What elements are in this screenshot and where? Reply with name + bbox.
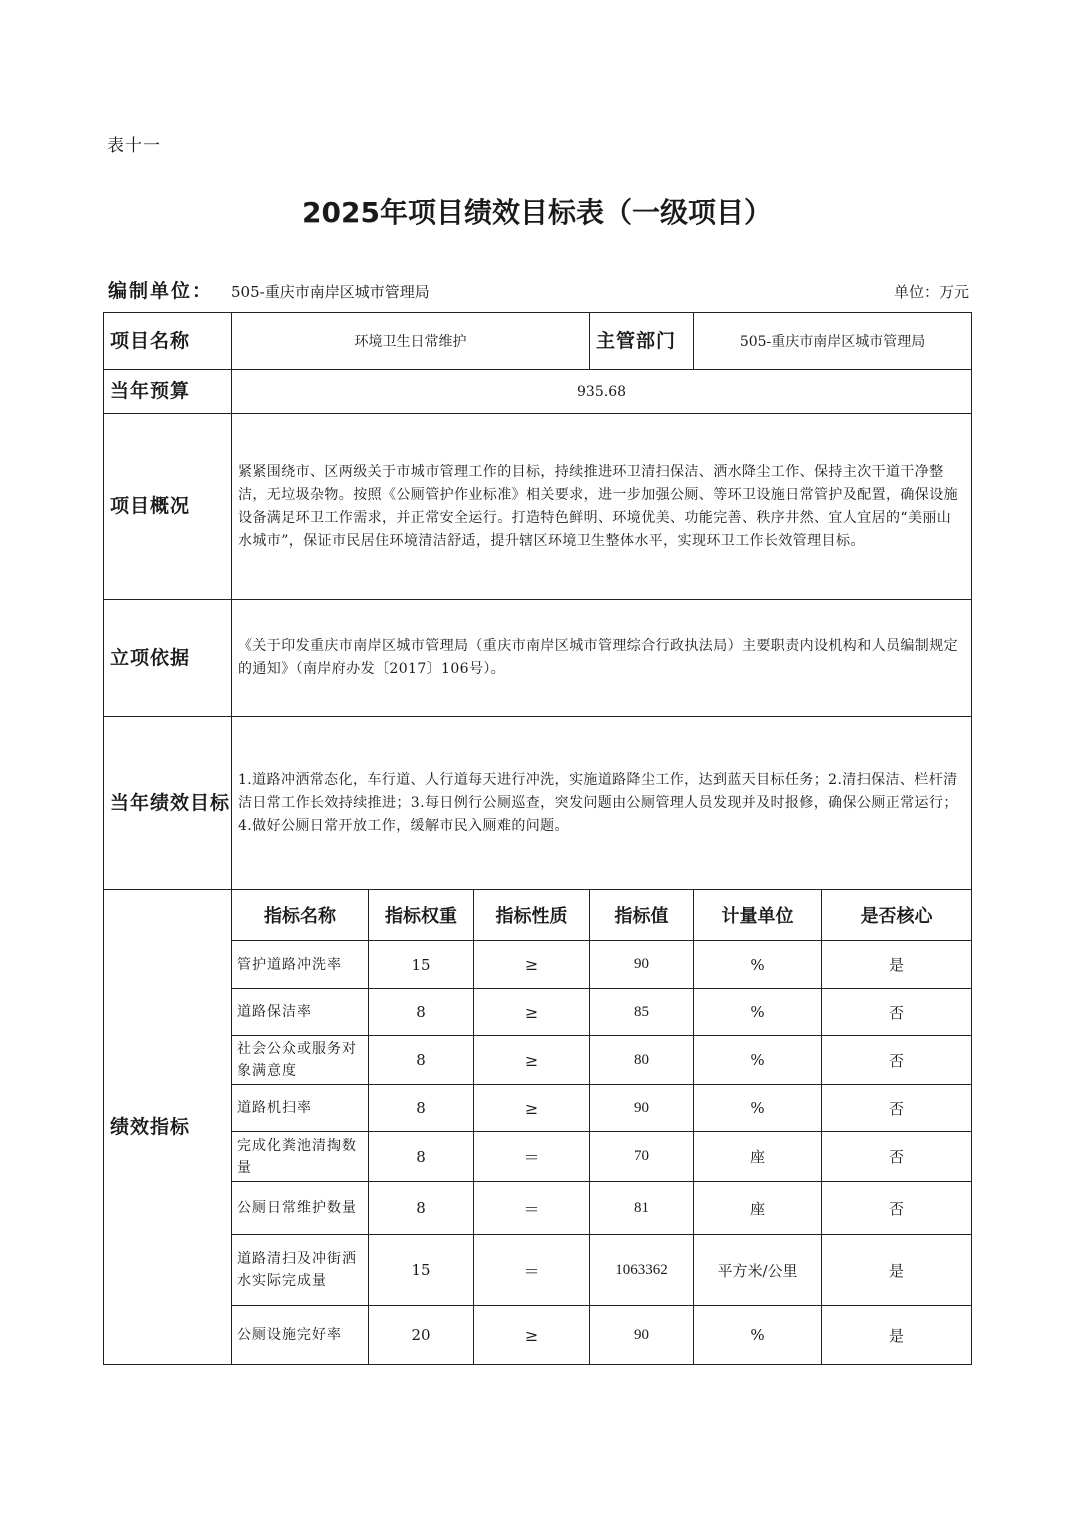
basis-label: 立项依据 — [104, 600, 232, 717]
row-goal — [104, 717, 972, 890]
metrics-header-row — [104, 890, 972, 941]
metric-value: 81 — [590, 1182, 694, 1235]
table-row — [104, 1132, 972, 1182]
metric-core: 否 — [822, 1132, 972, 1182]
project-name-label: 项目名称 — [104, 313, 232, 370]
metric-name: 完成化粪池清掏数量 — [232, 1132, 369, 1182]
metric-nature: ≥ — [474, 941, 590, 989]
metric-value: 80 — [590, 1036, 694, 1085]
budget-label: 当年预算 — [104, 370, 232, 414]
metric-weight: 8 — [369, 1036, 474, 1085]
metric-name: 道路清扫及冲街洒水实际完成量 — [232, 1235, 369, 1306]
metric-unit: % — [694, 1036, 822, 1085]
metric-value: 85 — [590, 989, 694, 1036]
metrics-label: 绩效指标 — [104, 890, 232, 1365]
table-row — [104, 1036, 972, 1085]
page-title: 2025年项目绩效目标表（一级项目） — [302, 196, 772, 229]
row-budget — [104, 370, 972, 414]
table-row — [104, 1306, 972, 1365]
metric-core: 否 — [822, 989, 972, 1036]
metric-unit: 平方米/公里 — [694, 1235, 822, 1306]
metric-core: 是 — [822, 1235, 972, 1306]
metric-core: 否 — [822, 1085, 972, 1132]
metric-nature: ≥ — [474, 1085, 590, 1132]
table-row — [104, 989, 972, 1036]
metric-unit: % — [694, 1085, 822, 1132]
metric-value: 90 — [590, 1306, 694, 1365]
overview-label: 项目概况 — [104, 414, 232, 600]
table-number-label: 表十一 — [107, 136, 161, 156]
metric-core: 是 — [822, 941, 972, 989]
metric-weight: 8 — [369, 1182, 474, 1235]
metric-weight: 8 — [369, 989, 474, 1036]
metric-core: 是 — [822, 1306, 972, 1365]
header-unit: 计量单位 — [694, 890, 822, 941]
metric-value: 90 — [590, 1085, 694, 1132]
metric-core: 否 — [822, 1182, 972, 1235]
metric-nature: ＝ — [474, 1132, 590, 1182]
metric-nature: ＝ — [474, 1182, 590, 1235]
metric-name: 公厕日常维护数量 — [232, 1182, 369, 1235]
metric-nature: ＝ — [474, 1235, 590, 1306]
org-value: 505-重庆市南岸区城市管理局 — [231, 283, 430, 301]
metric-nature: ≥ — [474, 1306, 590, 1365]
metric-unit: 座 — [694, 1182, 822, 1235]
org-label: 编制单位： — [108, 280, 214, 302]
header-name: 指标名称 — [232, 890, 369, 941]
metric-name: 道路机扫率 — [232, 1085, 369, 1132]
currency-unit-label: 单位：万元 — [893, 283, 969, 301]
metric-nature: ≥ — [474, 989, 590, 1036]
metric-weight: 15 — [369, 941, 474, 989]
header-nature: 指标性质 — [474, 890, 590, 941]
overview-text: 紧紧围绕市、区两级关于市城市管理工作的目标，持续推进环卫清扫保洁、洒水降尘工作、保持主次干道干净整洁，无垃圾杂物。按照《公厕管护作业标准》相关要求，进一步加强公厕、等环卫设施日常管护及配置，确保设施设备满足环卫工作需求，并正常安全运行。打造特色鲜明、环境优美、功能完善、秩序井然、宜人宜居的“美丽山水城市”，保证市民居住环境清洁舒适，提升辖区环境卫生整体水平，实现环卫工作长效管理目标。 — [232, 414, 972, 600]
goal-label: 当年绩效目标 — [104, 717, 232, 890]
metric-value: 90 — [590, 941, 694, 989]
goal-text: 1.道路冲洒常态化，车行道、人行道每天进行冲洗，实施道路降尘工作，达到蓝天目标任务；2.清扫保洁、栏杆清洁日常工作长效持续推进；3.每日例行公厕巡查，突发问题由公厕管理人员发现并及时报修，确保公厕正常运行；4.做好公厕日常开放工作，缓解市民入厕难的问题。 — [232, 717, 972, 890]
metric-core: 否 — [822, 1036, 972, 1085]
basis-text: 《关于印发重庆市南岸区城市管理局（重庆市南岸区城市管理综合行政执法局）主要职责内设机构和人员编制规定的通知》（南岸府办发〔2017〕106号）。 — [232, 600, 972, 717]
metric-weight: 20 — [369, 1306, 474, 1365]
header-weight: 指标权重 — [369, 890, 474, 941]
metric-weight: 8 — [369, 1085, 474, 1132]
metric-unit: 座 — [694, 1132, 822, 1182]
metric-unit: % — [694, 989, 822, 1036]
budget-value: 935.68 — [232, 370, 972, 414]
row-overview — [104, 414, 972, 600]
metric-unit: % — [694, 1306, 822, 1365]
metric-name: 社会公众或服务对象满意度 — [232, 1036, 369, 1085]
row-basis — [104, 600, 972, 717]
performance-table — [103, 312, 972, 1365]
metric-weight: 8 — [369, 1132, 474, 1182]
project-name-value: 环境卫生日常维护 — [232, 313, 590, 370]
header-value: 指标值 — [590, 890, 694, 941]
table-row — [104, 941, 972, 989]
dept-value: 505-重庆市南岸区城市管理局 — [694, 313, 972, 370]
org-line — [108, 276, 430, 303]
metric-weight: 15 — [369, 1235, 474, 1306]
table-row — [104, 1085, 972, 1132]
metric-nature: ≥ — [474, 1036, 590, 1085]
metric-value: 70 — [590, 1132, 694, 1182]
header-core: 是否核心 — [822, 890, 972, 941]
metric-value: 1063362 — [590, 1235, 694, 1306]
row-project-name — [104, 313, 972, 370]
metric-name: 公厕设施完好率 — [232, 1306, 369, 1365]
dept-label: 主管部门 — [590, 313, 694, 370]
table-row — [104, 1235, 972, 1306]
metric-name: 道路保洁率 — [232, 989, 369, 1036]
table-row — [104, 1182, 972, 1235]
metric-name: 管护道路冲洗率 — [232, 941, 369, 989]
metric-unit: % — [694, 941, 822, 989]
